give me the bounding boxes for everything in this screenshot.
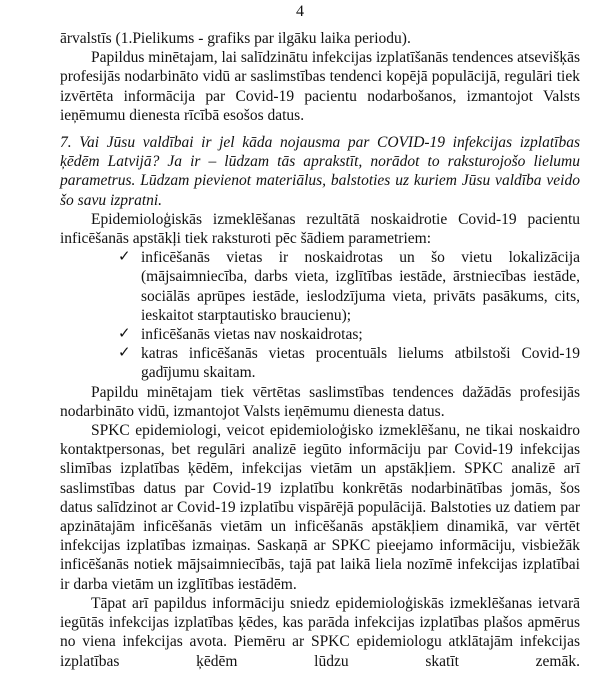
paragraph-profession-data: Papildu minētajam tiek vērtētas saslimstības tendences dažādās profesijās nodarbināto vidū, izmantojot Valsts ieņēmumu dienesta datus. xyxy=(60,383,580,420)
checklist-item-text: katras inficēšanās vietas procentuāls lielums atbilstoši Covid-19 gadījumu skaitam. xyxy=(141,345,580,382)
checkmark-icon: ✓ xyxy=(118,249,131,266)
paragraph-continuation: ārvalstīs (1.Pielikums - grafiks par ilgāku laika periodu). xyxy=(60,30,411,47)
checklist-item xyxy=(118,344,580,382)
document-body xyxy=(60,29,580,671)
page-number: 4 xyxy=(296,3,304,20)
checklist-item-text: inficēšanās vietas nav noskaidrotas; xyxy=(141,326,363,344)
paragraph-infection-parameters: Epidemioloģiskās izmeklēšanas rezultātā noskaidrotie Covid-19 pacientu inficēšanās apstākļi tiek raksturoti pēc šādiem parametriem: xyxy=(60,210,580,248)
paragraph-profession-trends: Papildus minētajam, lai salīdzinātu infekcijas izplatīšanās tendences atsevišķās profesijās nodarbināto vidū ar saslimstības tendenci kopējā populācijā, regulāri tiek izvērtēta informācija par Covid-19 pacientu nodarbošanos, izmantojot Valsts ieņēmumu dienesta rīcībā esošos datus. xyxy=(60,49,580,124)
checklist-item xyxy=(118,248,580,325)
checkmark-icon: ✓ xyxy=(118,345,131,362)
parameter-checklist xyxy=(60,248,580,382)
paragraph-infection-chains: Tāpat arī papildus informāciju sniedz epidemioloģiskās izmeklēšanas ietvarā iegūtās infekcijas izplatības ķēdes, kas parāda infekcijas izplatības plašos apmērus no viena infekcijas avota. Piemēru ar SPKC epidemiologu atklātajām infekcijas izplatības ķēdēm lūdzu skatīt zemāk. xyxy=(60,594,580,670)
checklist-item xyxy=(118,325,580,344)
paragraph-spkc-analysis: SPKC epidemiologi, veicot epidemioloģisko izmeklēšanu, ne tikai noskaidro kontaktpersonas, bet regulāri analizē iegūto informāciju par Covid-19 infekcijas slimības izplatības ķēdēm, infekcijas vietām un apstākļiem. SPKC analizē arī saslimstības datus par Covid-19 izplatību konkrētās nodarbinātības jomās, šos datus salīdzinot ar Covid-19 izplatību vispārējā populācijā. Balstoties uz datiem par apzinātajām inficēšanās vietām un inficēšanās apstākļiem dinamikā, var vērtēt infekcijas izplatības izmaiņas. Saskaņā ar SPKC pieejamo informāciju, visbiežāk inficēšanās notiek mājsaimniecībās, tajā pat laikā liela nozīmē infekcijas izplatībai ir darba vietām un izglītības iestādēm. xyxy=(60,422,580,593)
question-7: 7. Vai Jūsu valdībai ir jel kāda nojausma par COVID-19 infekcijas izplatības ķēdēm Latvijā? Ja ir – lūdzam tās aprakstīt, norādot to raksturojošo lielumu parametrus. Lūdzam pievienot materiālus, balstoties uz kuriem Jūsu valdība veido šo savu izpratni. xyxy=(60,134,580,209)
checklist-item-text: inficēšanās vietas ir noskaidrotas un šo vietu lokalizācija (mājsaimniecība, darbs vieta, izglītības iestāde, ārstniecības iestāde, sociālās aprūpes iestāde, ieslodzījuma vieta, privāts pasākums, cits, ieskaitot starptautisko braucienu); xyxy=(141,249,580,324)
checkmark-icon: ✓ xyxy=(118,326,131,343)
